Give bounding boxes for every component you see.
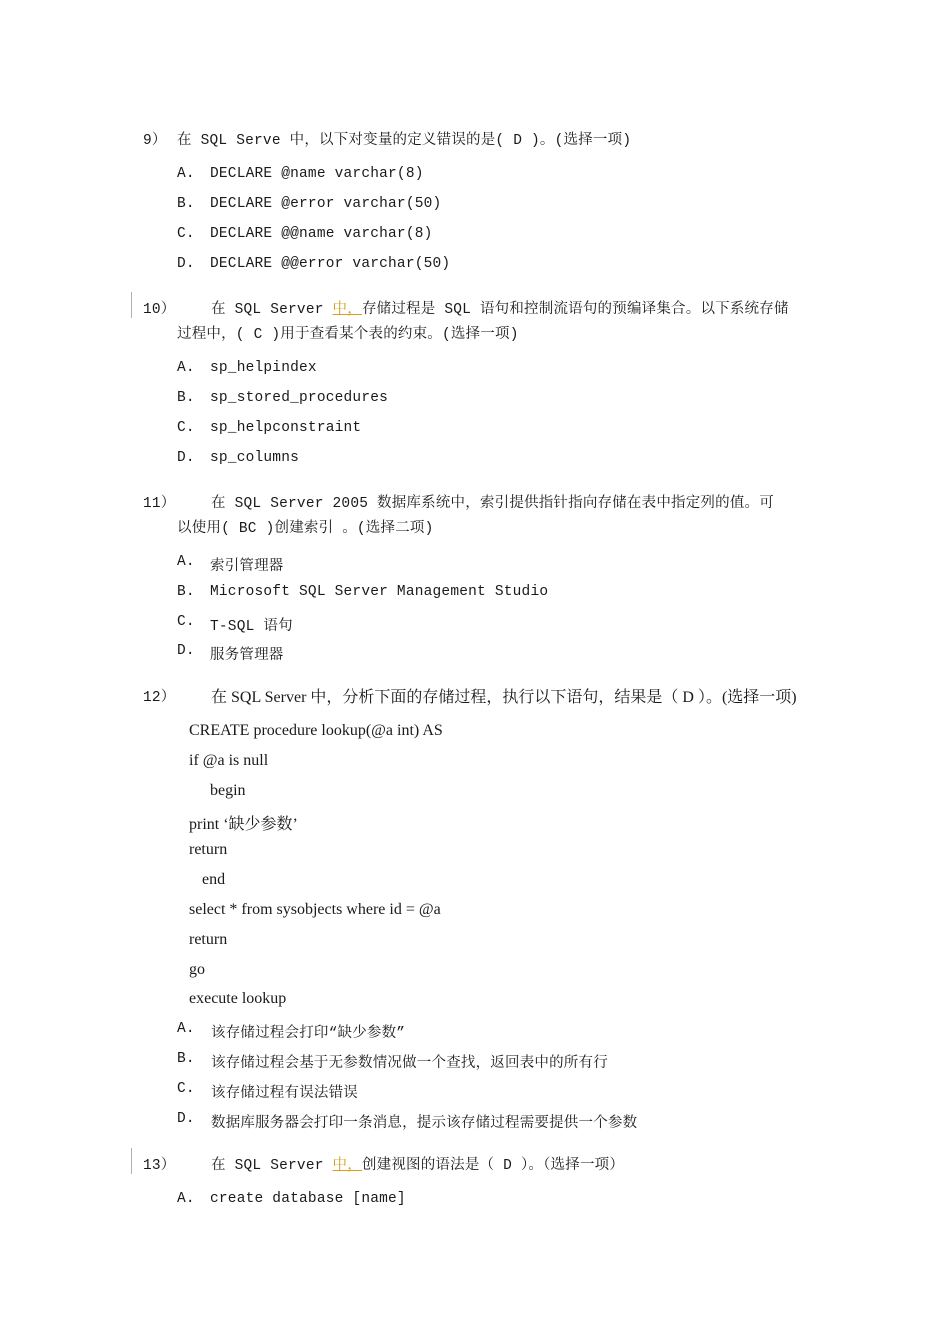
question-number: 9） [143, 133, 167, 149]
option-text: 数据库服务器会打印一条消息，提示该存储过程需要提供一个参数 [211, 1116, 638, 1132]
question-text-part: 创建视图的语法是（ D ）。（选择一项） [361, 1158, 625, 1174]
highlighted-text: 中， [332, 1158, 362, 1174]
option-text: 该存储过程会基于无参数情况做一个查找，返回表中的所有行 [211, 1056, 608, 1072]
code-line: return [189, 841, 228, 858]
code-line: if @a is null [189, 752, 269, 769]
option-text: DECLARE @name varchar(8) [210, 166, 424, 182]
option-letter: A. [177, 554, 195, 570]
question-text [211, 1153, 624, 1174]
code-line: end [202, 871, 226, 888]
option-text: sp_columns [210, 450, 300, 466]
question-text [211, 297, 789, 318]
option-text: 该存储过程会打印“缺少参数” [211, 1026, 406, 1042]
option-letter: B. [177, 1051, 195, 1067]
highlighted-text: 中， [332, 302, 362, 318]
option-letter: C. [177, 420, 195, 436]
code-line: go [189, 961, 205, 978]
option-text: DECLARE @@name varchar(8) [210, 226, 433, 242]
question-number: 13） [143, 1158, 176, 1174]
option-letter: C. [177, 226, 195, 242]
option-letter: C. [177, 1081, 195, 1097]
question-text: 在 SQL Server 中，分析下面的存储过程，执行以下语句，结果是（ D ）。(选择一项) [211, 689, 797, 706]
option-text: sp_helpconstraint [210, 420, 362, 436]
option-text: 服务管理器 [210, 648, 284, 664]
option-text: create database [name] [210, 1191, 406, 1207]
code-line: print ‘缺少参数’ [189, 816, 298, 833]
option-letter: A. [177, 360, 195, 376]
code-line: begin [210, 782, 246, 799]
option-letter: D. [177, 256, 195, 272]
question-text-part: 存储过程是 SQL 语句和控制流语句的预编译集合。以下系统存储 [361, 302, 789, 318]
option-letter: C. [177, 614, 195, 630]
option-text: sp_helpindex [210, 360, 317, 376]
question-text-line2: 以使用( BC )创建索引 。(选择二项) [177, 521, 434, 537]
option-letter: B. [177, 584, 195, 600]
question-number: 12） [143, 690, 176, 706]
option-letter: A. [177, 166, 195, 182]
option-text: DECLARE @error varchar(50) [210, 196, 442, 212]
question-text: 在 SQL Serve 中，以下对变量的定义错误的是( D )。(选择一项) [177, 133, 632, 149]
revision-bar [131, 1148, 132, 1174]
option-letter: B. [177, 390, 195, 406]
option-text: 索引管理器 [210, 559, 284, 575]
code-line: select * from sysobjects where id = @a [189, 901, 441, 918]
question-text-line2: 过程中，( C )用于查看某个表的约束。(选择一项) [177, 327, 519, 343]
option-letter: B. [177, 196, 195, 212]
code-line: return [189, 931, 228, 948]
option-text: Microsoft SQL Server Management Studio [210, 584, 549, 600]
option-letter: D. [177, 450, 195, 466]
option-letter: A. [177, 1191, 195, 1207]
option-text: 该存储过程有误法错误 [211, 1086, 358, 1102]
option-letter: D. [177, 643, 195, 659]
revision-bar [131, 292, 132, 318]
option-text: T-SQL 语句 [210, 619, 293, 635]
code-line: CREATE procedure lookup(@a int) AS [189, 722, 443, 739]
question-text: 在 SQL Server 2005 数据库系统中，索引提供指针指向存储在表中指定列的值。可 [211, 496, 774, 512]
question-text-part: 在 SQL Server [211, 302, 333, 318]
code-line: execute lookup [189, 990, 287, 1007]
option-letter: D. [177, 1111, 195, 1127]
question-number: 11） [143, 496, 176, 512]
question-number: 10） [143, 302, 176, 318]
option-text: sp_stored_procedures [210, 390, 389, 406]
option-letter: A. [177, 1021, 195, 1037]
question-text-part: 在 SQL Server [211, 1158, 333, 1174]
option-text: DECLARE @@error varchar(50) [210, 256, 451, 272]
